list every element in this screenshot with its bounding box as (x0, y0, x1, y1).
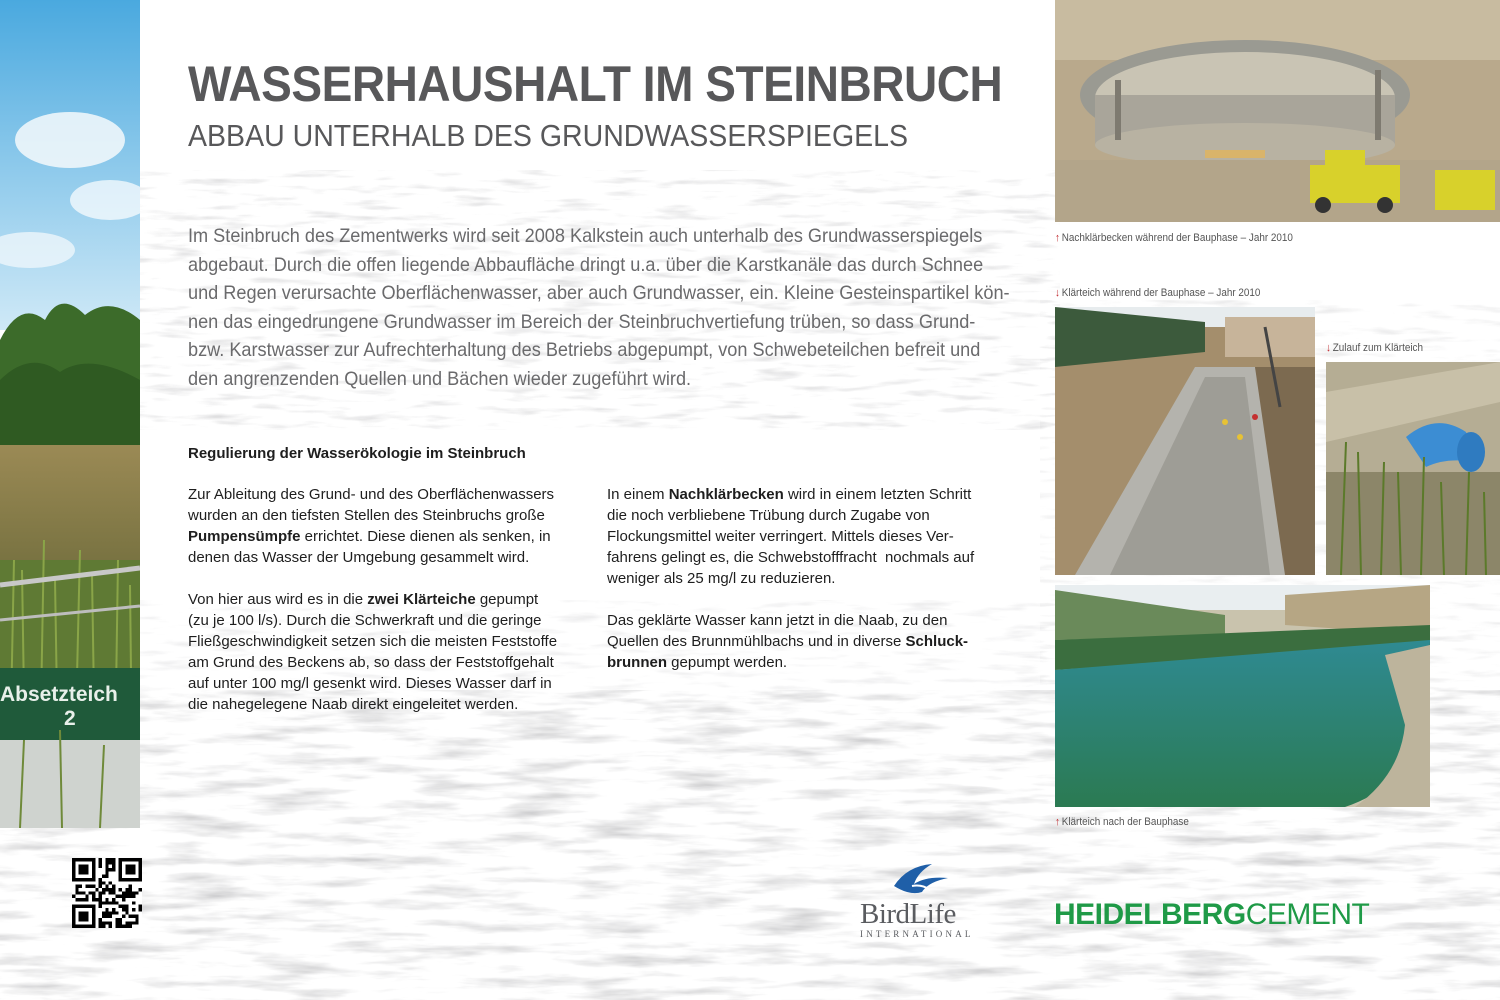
text-fragment: gepumpt werden. (667, 654, 788, 671)
sign-label: Absetzteich (0, 683, 118, 706)
text-fragment: In einem (607, 486, 669, 503)
text-line: Zur Ableitung des Grund- und des Oberflächenwassers (188, 486, 555, 503)
photo-zulauf (1326, 362, 1500, 575)
right-paragraph-2 (607, 610, 1007, 673)
page-subtitle: ABBAU UNTERHALB DES GRUNDWASSERSPIEGELS (188, 118, 909, 153)
text-fragment: errichtet. Diese dienen als senken, in (300, 528, 551, 545)
caption-text: Zulauf zum Klärteich (1332, 342, 1423, 354)
birdlife-international: INTERNATIONAL (860, 929, 974, 939)
intro-line: den angrenzenden Quellen und Bächen wieder zugeführt wird. (188, 367, 692, 390)
caption-text: Klärteich nach der Bauphase (1061, 816, 1189, 828)
section-heading: Regulierung der Wasserökologie im Steinbruch (188, 445, 526, 462)
text-line: (zu je 100 l/s). Durch die Schwerkraft und die geringe (188, 612, 542, 629)
bold-term: Nachklärbecken (668, 486, 784, 503)
text-fragment: wird in einem letzten Schritt (783, 486, 972, 503)
bold-term: Schluck- (905, 633, 969, 650)
caption-text: Klärteich während der Bauphase – Jahr 2010 (1061, 287, 1261, 299)
intro-paragraph (188, 222, 1010, 394)
text-line: Fließgeschwindigkeit setzen sich die meisten Feststoffe (188, 633, 558, 650)
qr-code[interactable] (72, 858, 142, 928)
text-line: wurden an den tiefsten Stellen des Steinbruchs große (188, 507, 545, 524)
text-line: die nahegelegene Naab direkt eingeleitet werden. (188, 696, 519, 713)
logo-light-part: CEMENT (1245, 898, 1370, 931)
right-text-column (607, 484, 1007, 694)
text-fragment: gepumpt (475, 591, 539, 608)
text-line: fahrens gelingt es, die Schwebstofffracht nochmals auf (607, 549, 975, 566)
intro-line: abgebaut. Durch die offen liegende Abbaufläche dringt u.a. über die Karstkanäle das durch Schnee (188, 253, 984, 276)
logo-bold-part: HEIDELBERG (1054, 898, 1246, 931)
arrow-up-icon: ↑ (1055, 816, 1060, 828)
sign-number: 2 (64, 707, 76, 730)
intro-line: nen das eingedrungene Grundwasser im Bereich der Steinbruchvertiefung trüben, so dass Grund- (188, 310, 976, 333)
left-photo-sedimentation-pond (0, 0, 140, 828)
heidelbergcement-logo (1054, 898, 1369, 932)
left-text-column (188, 484, 588, 736)
intro-line: Im Steinbruch des Zementwerks wird seit 2008 Kalkstein auch unterhalb des Grundwasserspiegels (188, 225, 983, 247)
text-line: am Grund des Beckens ab, so dass der Feststoffgehalt (188, 654, 554, 671)
caption-photo-2 (1055, 287, 1260, 299)
left-paragraph-2 (188, 589, 588, 715)
text-line (607, 484, 1007, 505)
intro-line: bzw. Karstwasser zur Aufrechterhaltung des Betriebs abgepumpt, von Schwebeteilchen befreit und (188, 339, 981, 362)
left-paragraph-1 (188, 484, 588, 568)
right-paragraph-1 (607, 484, 1007, 589)
text-line: denen das Wasser der Umgebung gesammelt wird. (188, 549, 530, 566)
caption-photo-4 (1055, 816, 1189, 828)
text-line (188, 526, 588, 547)
text-line (607, 652, 1007, 673)
text-line: auf unter 100 mg/l gesenkt wird. Dieses Wasser darf in (188, 675, 552, 692)
text-line: die noch verbliebene Trübung durch Zugabe von (607, 507, 930, 524)
bold-term: Pumpensümpfe (188, 528, 301, 545)
text-fragment: Von hier aus wird es in die (188, 591, 368, 608)
caption-text: Nachklärbecken während der Bauphase – Jahr 2010 (1061, 232, 1293, 244)
caption-photo-3 (1326, 342, 1423, 354)
photo-klaerteich-construction (1055, 307, 1315, 575)
text-line: Das geklärte Wasser kann jetzt in die Naab, zu den (607, 612, 948, 629)
arrow-down-icon: ↓ (1055, 287, 1060, 299)
page-title: WASSERHAUSHALT IM STEINBRUCH (188, 56, 1003, 112)
birdlife-bird-icon (852, 862, 992, 902)
photo-nachklaerbecken-construction (1055, 0, 1500, 222)
text-line: weniger als 25 mg/l zu reduzieren. (607, 570, 836, 587)
caption-photo-1 (1055, 232, 1293, 244)
arrow-up-icon: ↑ (1055, 232, 1060, 244)
text-line: Flockungsmittel weiter verringert. Mittels dieses Ver- (607, 528, 954, 545)
text-line (188, 589, 588, 610)
text-line (607, 631, 1007, 652)
bold-term: brunnen (607, 654, 667, 671)
text-fragment: Quellen des Brunnmühlbachs und in diverse (607, 633, 906, 650)
birdlife-wordmark: BirdLife (860, 898, 956, 930)
bold-term: zwei Klärteiche (367, 591, 476, 608)
photo-klaerteich-finished (1055, 585, 1430, 807)
intro-line: und Regen verursachte Oberflächenwasser, aber auch Grundwasser, ein. Kleine Gesteinspartikel kön- (188, 282, 1010, 305)
arrow-down-icon: ↓ (1326, 342, 1331, 354)
